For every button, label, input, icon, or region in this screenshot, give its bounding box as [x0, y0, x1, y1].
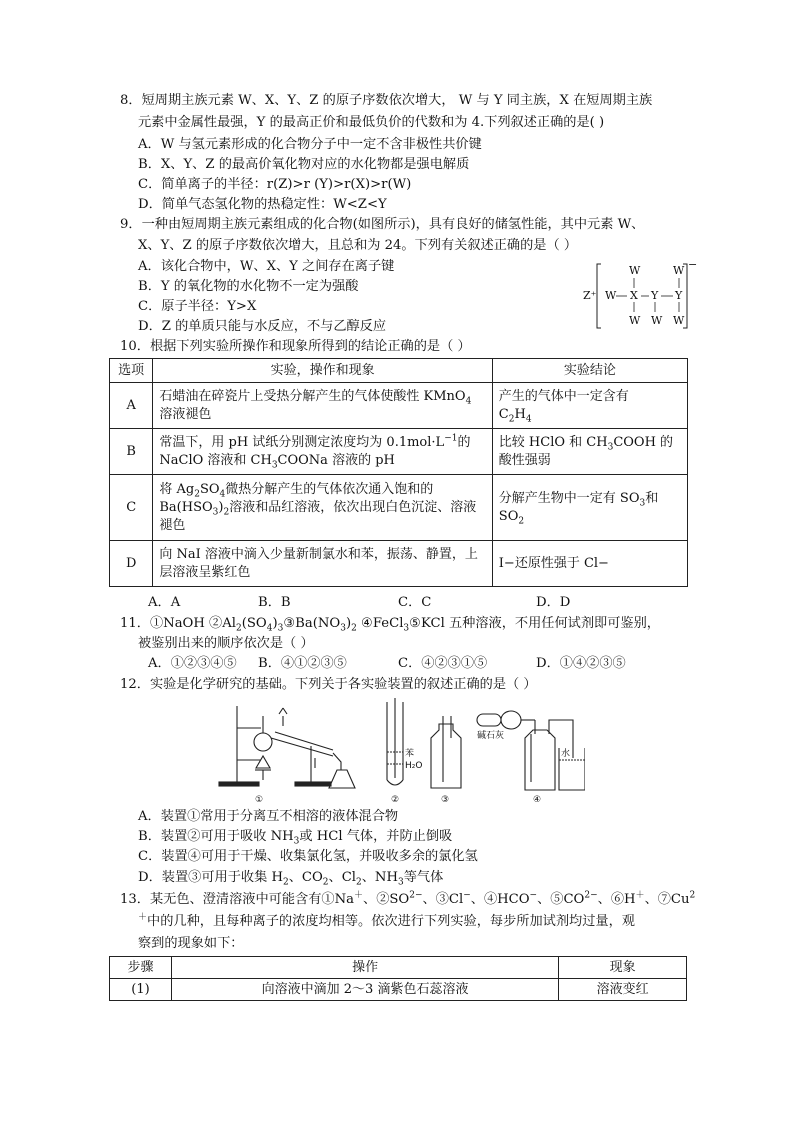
q12-option-a: A．装置①常用于分离互不相溶的液体混合物: [138, 809, 399, 824]
sub: 2: [236, 623, 242, 634]
z-cation: Z⁺: [583, 289, 597, 302]
sup: ＋: [635, 890, 645, 901]
sub: 2: [223, 507, 230, 518]
text: 层溶液呈紫红色: [159, 564, 251, 580]
row-conclusion: [492, 475, 687, 541]
sub: 3: [277, 623, 284, 634]
text: 、⑤CO: [537, 892, 585, 907]
sub: 3: [397, 877, 404, 888]
row-operation: [153, 541, 492, 587]
q10-answer-c: C．C: [398, 595, 432, 610]
text: 、③Cl: [422, 892, 464, 907]
text: 或 HCl 气体，并防止倒吸: [299, 829, 453, 844]
q8-stem-1: 8．短周期主族元素 W、X、Y、Z 的原子序数依次增大， W 与 Y 同主族，X 在短周期主族: [120, 93, 653, 108]
q12-option-d: [138, 869, 443, 887]
text: 、②SO: [363, 892, 410, 907]
row-operation: [153, 383, 492, 429]
text: SO: [199, 481, 220, 497]
q13-stem-2: [138, 913, 635, 931]
q9-option-c: C．原子半径：Y>X: [138, 299, 257, 314]
sub: 3: [212, 507, 219, 518]
q9-option-b: B．Y 的氧化物的水化物不一定为强酸: [138, 279, 359, 294]
q11-answer-c: C．④②③①⑤: [398, 656, 488, 671]
row-option: B: [110, 429, 153, 475]
text: 、⑥H: [597, 892, 636, 907]
label-1: ①: [255, 795, 264, 805]
q10-header-row: [110, 359, 688, 383]
row-option: A: [110, 383, 153, 429]
label-water: H₂O: [405, 761, 423, 771]
label-benzene: 苯: [405, 749, 415, 759]
sup: 2−: [409, 890, 423, 901]
sup: −: [463, 890, 471, 901]
table-row: [110, 383, 688, 429]
q10-stem: 10．根据下列实验所操作和现象所得到的结论正确的是（ ）: [120, 339, 471, 354]
q12-stem: 12．实验是化学研究的基础。下列关于各实验装置的叙述正确的是（ ）: [120, 677, 537, 692]
text: 的: [457, 434, 471, 450]
sub: 2: [322, 877, 329, 888]
q10-table: [109, 358, 688, 587]
q13-header-operation: 操作: [171, 957, 558, 979]
sub: 2: [351, 623, 357, 634]
text: 常温下，用 pH 试纸分别测定浓度均为 0.1mol·L: [159, 434, 445, 450]
sup: −: [529, 890, 538, 901]
text: ③Ba(NO: [283, 616, 341, 631]
row-operation: 向溶液中滴加 2～3 滴紫色石蕊溶液: [171, 979, 558, 1001]
row-operation: [153, 475, 492, 541]
text: D．装置③可用于收集 H: [138, 870, 283, 885]
table-row: [110, 541, 688, 587]
text: 将 Ag: [159, 481, 195, 497]
row-phenomenon: 溶液变红: [559, 979, 687, 1001]
sub: 3: [340, 623, 346, 634]
q13-header-step: 步骤: [110, 957, 172, 979]
sub: 4: [266, 623, 273, 634]
q10-header-operation: 实验，操作和现象: [153, 359, 492, 383]
atom-w-bottom-3: W: [673, 314, 685, 327]
text: 酸性强弱: [498, 452, 551, 468]
sub: 2: [508, 414, 515, 425]
text: COOH 的: [613, 434, 674, 450]
text: C: [498, 406, 509, 422]
row-conclusion: [492, 429, 687, 475]
sub: 4: [525, 414, 532, 425]
q13-stem-3: 察到的现象如下：: [138, 936, 244, 951]
text: 和: [645, 490, 659, 506]
table-row: [110, 979, 687, 1001]
q11-stem-2: 被鉴别出来的顺序依次是（ ）: [138, 636, 314, 651]
atom-w-left: W: [605, 289, 617, 302]
sub: 3: [403, 623, 410, 634]
text: 11．①NaOH ②Al: [120, 616, 236, 631]
text: 比较 HClO 和 CH: [498, 434, 608, 450]
text: 分解产生物中一定有 SO: [498, 490, 640, 506]
text: SO: [498, 508, 519, 524]
q8-option-b: B．X、Y、Z 的最高价氧化物对应的水化物都是强电解质: [138, 157, 470, 172]
text: ): [272, 616, 278, 631]
text: 、NH: [361, 870, 398, 885]
text: 向 NaI 溶液中滴入少量新制氯水和苯，振荡、静置，上: [159, 546, 478, 562]
q13-stem-1: [120, 891, 695, 909]
q12-option-c: C．装置④可用于干燥、收集氯化氢，并吸收多余的氯化氢: [138, 849, 478, 864]
sup: −1: [444, 433, 458, 444]
q9-stem-2: X、Y、Z 的原子序数依次增大，且总和为 24。下列有关叙述正确的是（ ）: [138, 238, 578, 253]
q10-answer-a: A．A: [148, 595, 181, 610]
text: 溶液褪色: [159, 406, 212, 422]
sub: 4: [219, 489, 226, 500]
row-operation: [153, 429, 492, 475]
label-3: ③: [441, 795, 450, 805]
text: ④FeCl: [356, 616, 404, 631]
sub: 3: [607, 442, 614, 453]
row-conclusion: [492, 383, 687, 429]
q9-option-a: A．该化合物中，W、X、Y 之间存在离子键: [138, 259, 395, 274]
q9-option-d: D．Z 的单质只能与水反应，不与乙醇反应: [138, 319, 387, 334]
apparatus-drawing: [215, 698, 585, 806]
text: 、CO: [288, 870, 323, 885]
row-step: (1): [110, 979, 172, 1001]
text: NaClO 溶液和 CH: [159, 452, 272, 468]
sup: ＋: [354, 890, 364, 901]
text: Ba(HSO: [159, 499, 213, 515]
text: COONa 溶液的 pH: [277, 452, 395, 468]
text: 产生的气体中一定含有: [498, 388, 629, 404]
q13-header-row: [110, 957, 687, 979]
text: ): [345, 616, 352, 631]
text: I−还原性强于 Cl−: [498, 555, 609, 571]
q11-answer-a: A．①②③④⑤: [148, 656, 237, 671]
atom-w-top-1: W: [629, 264, 641, 277]
q10-answer-b: B．B: [258, 595, 291, 610]
sub: 2: [356, 877, 362, 888]
label-shui: 水: [561, 749, 571, 759]
q8-option-a: A．W 与氢元素形成的化合物分子中一定不含非极性共价键: [138, 137, 482, 152]
row-option: D: [110, 541, 153, 587]
q13-table: [109, 956, 687, 1001]
text: 中的几种，且每种离子的浓度均相等。依次进行下列实验，每步所加试剂均过量，观: [147, 914, 635, 929]
sup: 2: [689, 890, 696, 901]
text: 、④HCO: [470, 892, 530, 907]
text: H: [514, 406, 526, 422]
sub: 3: [293, 836, 300, 847]
q12-option-b: [138, 828, 452, 846]
anion-charge: −: [688, 258, 698, 271]
q9-stem-1: 9．一种由短周期主族元素组成的化合物(如图所示)，具有良好的储氢性能，其中元素 W、: [120, 217, 645, 232]
text: B．装置②可用于吸收 NH: [138, 829, 294, 844]
text: ): [218, 499, 224, 515]
text: ⑤KCl 五种溶液，不用任何试剂即可鉴别，: [409, 616, 660, 631]
q10-header-option: 选项: [110, 359, 153, 383]
text: 、Cl: [328, 870, 357, 885]
table-row: [110, 429, 688, 475]
label-4: ④: [533, 795, 542, 805]
q13-header-phenomenon: 现象: [559, 957, 687, 979]
atom-w-bottom-1: W: [629, 314, 641, 327]
sup: 2−: [584, 890, 598, 901]
text: 石蜡油在碎瓷片上受热分解产生的气体使酸性 KMnO: [159, 388, 466, 404]
q12-apparatus-figure: [215, 698, 585, 806]
row-option: C: [110, 475, 153, 541]
sub: 4: [465, 396, 472, 407]
sub: 2: [282, 877, 289, 888]
q10-answer-d: D．D: [536, 595, 571, 610]
sub: 2: [194, 489, 200, 500]
text: 13．某无色、澄清溶液中可能含有①Na: [120, 892, 354, 907]
q11-stem-1: [120, 615, 660, 633]
text: 褪色: [159, 517, 186, 533]
sub: 3: [271, 460, 278, 471]
q9-structure-diagram: [583, 258, 698, 332]
q11-answer-d: D．①④②③⑤: [536, 656, 626, 671]
sub: 2: [518, 516, 525, 527]
label-2: ②: [391, 795, 400, 805]
table-row: [110, 475, 688, 541]
label-soda-lime: 碱石灰: [477, 731, 505, 741]
text: 等气体: [403, 870, 444, 885]
sub: 3: [639, 498, 646, 509]
text: 微热分解产生的气体依次通入饱和的: [225, 481, 434, 497]
row-conclusion: [492, 541, 687, 587]
q8-stem-2: 元素中金属性最强，Y 的最高正价和最低负价的代数和为 4.下列叙述正确的是( ): [138, 115, 605, 130]
atom-w-top-2: W: [673, 264, 685, 277]
text: 、⑦Cu: [644, 892, 690, 907]
q11-answer-b: B．④①②③⑤: [258, 656, 347, 671]
atom-y-1: Y: [651, 289, 659, 302]
q8-option-c: C．简单离子的半径：r(Z)>r (Y)>r(X)>r(W): [138, 177, 412, 192]
atom-w-bottom-2: W: [651, 314, 663, 327]
atom-x: X: [630, 289, 638, 302]
atom-y-2: Y: [675, 289, 683, 302]
text: 溶液和品红溶液，依次出现白色沉淀、溶液: [229, 499, 477, 515]
q8-option-d: D．简单气态氢化物的热稳定性：W<Z<Y: [138, 197, 387, 212]
text: (SO: [241, 616, 267, 631]
sup: ＋: [138, 912, 148, 923]
q10-header-conclusion: 实验结论: [492, 359, 687, 383]
